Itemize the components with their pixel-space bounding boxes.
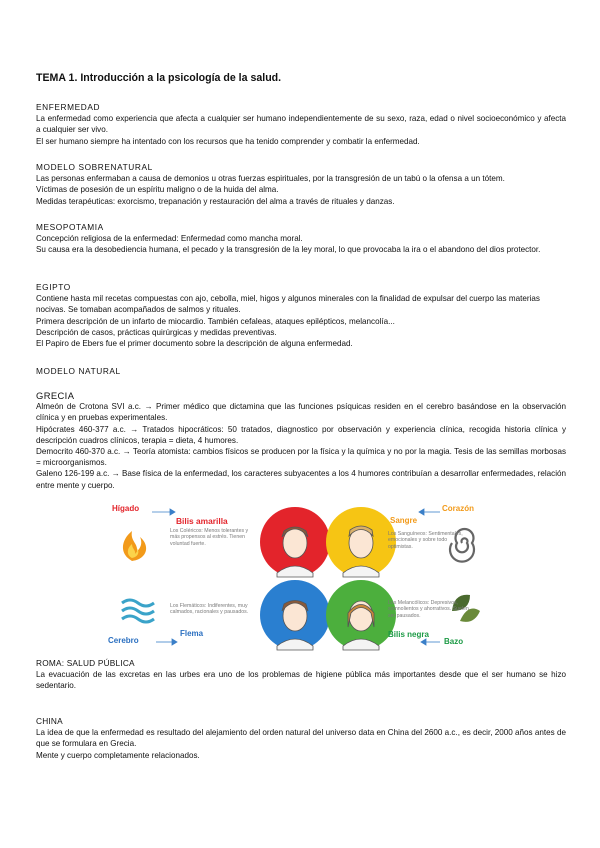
four-humors-figure [82, 503, 522, 651]
paragraph: Medidas terapéuticas: exorcismo, trepanación y restauración del alma a través de rituales y danzas. [36, 196, 395, 206]
label-flema: Flema [180, 629, 204, 638]
section-heading: GRECIA [36, 390, 75, 401]
section-sobrenatural [36, 162, 566, 207]
section-egipto [36, 282, 566, 349]
label-cerebro: Cerebro [108, 636, 139, 645]
section-heading: ROMA: SALUD PÚBLICA [36, 658, 135, 668]
paragraph: La evacuación de las excretas en las urbes era uno de los problemas de higiene pública más importantes desde que el ser humano se hizo sedentario. [36, 670, 566, 691]
paragraph: Concepción religiosa de la enfermedad: Enfermedad como mancha moral. [36, 234, 303, 244]
section-heading: MODELO SOBRENATURAL [36, 162, 153, 172]
paragraph: Su causa era la desobediencia humana, el pecado y la transgresión de la ley moral, lo que provocaba la ira o el abandono del dios protector. [36, 245, 541, 255]
paragraph: El ser humano siempre ha intentado con los recursos que ha tenido comprender y combatir la enfermedad. [36, 136, 420, 146]
label-sangre: Sangre [390, 516, 418, 525]
paragraph: Las personas enfermaban a causa de demonios u otras fuerzas espirituales, por la transgresión de un tabú o la ofensa a un tótem. [36, 174, 505, 184]
paragraph: Víctimas de posesión de un espíritu maligno o de la huida del alma. [36, 185, 279, 195]
section-enfermedad [36, 102, 566, 147]
paragraph: Hipócrates 460-377 a.c. → Tratados hipocráticos: 50 tratados, diagnostico por observación y experiencia clínica, recogida historia clínica y descripción cuadros clínicos, terapia = dieta, 4 humores. [36, 424, 566, 445]
section-mesopotamia [36, 222, 566, 256]
label-bilis-negra: Bilis negra [388, 630, 429, 639]
section-heading: EGIPTO [36, 282, 71, 292]
label-higado: Hígado [112, 504, 140, 513]
fire-icon [123, 531, 146, 561]
paragraph: Primera descripción de un infarto de miocardio. También cefaleas, ataques epilépticos, melancolía... [36, 316, 395, 326]
section-roma [36, 658, 566, 692]
paragraph: La idea de que la enfermedad es resultado del alejamiento del orden natural del universo data en China del 2600 a.c., es decir, 2000 años antes de que se formulara en Grecia. [36, 728, 566, 749]
section-heading: ENFERMEDAD [36, 102, 101, 112]
water-icon [122, 600, 154, 622]
coleric-description: Los Coléricos: Menos tolerantes y más propensos al estrés. Tienen voluntad fuerte. [170, 528, 249, 547]
humors-faces [82, 503, 522, 651]
melancholic-description: Los Melancólicos: Depresivos, somnolientos y ahorrativos. Suelen ser pausados. [388, 600, 469, 619]
paragraph: Almeón de Crotona SVI a.c. → Primer médico que dictamina que las funciones psíquicas residen en el cerebro basándose en la observación clínica y en pruebas experimentales. [36, 402, 566, 423]
label-bazo: Bazo [444, 637, 464, 646]
paragraph: Contiene hasta mil recetas compuestas con ajo, cebolla, miel, higos y algunos minerales con la finalidad de expulsar del cuerpo las materias nocivas. Se tomaban acompañados de salmos y rituales. [36, 294, 540, 315]
paragraph: Mente y cuerpo completamente relacionados. [36, 750, 200, 760]
section-heading: MODELO NATURAL [36, 366, 121, 376]
paragraph: El Papiro de Ebers fue el primer documento sobre la descripción de alguna enfermedad. [36, 339, 353, 349]
page-title: TEMA 1. Introducción a la psicología de la salud. [36, 72, 282, 84]
section-grecia [36, 390, 566, 491]
paragraph: Galeno 126-199 a.c. → Base física de la enfermedad, los caracteres subyacentes a los 4 humores contribuían a desarrollar enfermedades, relación entre mente y cuerpo. [36, 469, 566, 490]
paragraph: Democrito 460-370 a.c. → Teoría atomista: cambios físicos se producen por la física y la química y no por la magia. Tesis de las semillas morbosas = microorganismos. [36, 447, 566, 468]
phlegmatic-description: Los Flemáticos: Indiferentes, muy calmados, racionales y pausados. [170, 603, 249, 616]
section-heading: MESOPOTAMIA [36, 222, 104, 232]
paragraph: Descripción de casos, prácticas quirúrgicas y medidas preventivas. [36, 327, 277, 337]
section-heading: CHINA [36, 716, 63, 726]
section-china [36, 716, 566, 761]
label-bilis-amarilla: Bilis amarilla [176, 516, 228, 526]
sanguine-description: Los Sanguíneos: Sentimentales, emocionales y sobre todo optimistas. [388, 531, 463, 550]
section-modelo-natural [36, 366, 566, 377]
label-corazon: Corazón [442, 504, 474, 513]
paragraph: La enfermedad como experiencia que afecta a cualquier ser humano independientemente de su sexo, raza, edad o nivel socioeconómico y afecta a cualquier ser vivo. [36, 114, 566, 135]
